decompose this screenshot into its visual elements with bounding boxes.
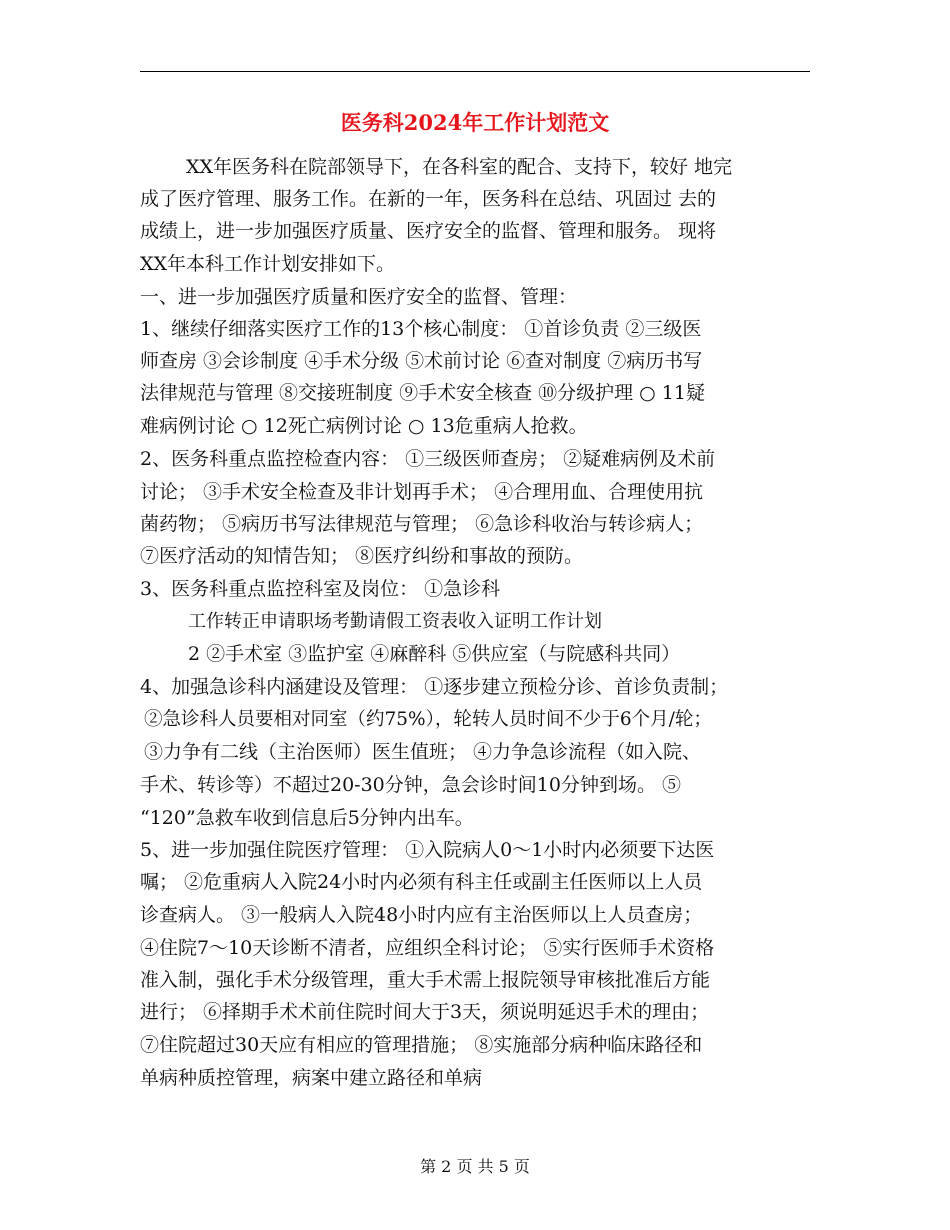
body-line: 1、继续仔细落实医疗工作的13个核心制度： ①首诊负责 ②三级医 [140, 318, 702, 340]
document-title: 医务科2024年工作计划范文 [340, 110, 610, 135]
body-line: 3、医务科重点监控科室及岗位： ①急诊科 [140, 578, 501, 600]
body-line: 嘱； ②危重病人入院24小时内必须有科主任或副主任医师以上人员 [140, 871, 703, 893]
body-line: 手术、转诊等）不超过20-30分钟，急会诊时间10分钟到场。 ⑤ [140, 774, 681, 796]
body-line: 2、医务科重点监控检查内容： ①三级医师查房； ②疑难病例及术前 [140, 448, 716, 470]
body-line: 难病例讨论 ○ 12死亡病例讨论 ○ 13危重病人抢救。 [140, 415, 588, 437]
body-line: 5、进一步加强住院医疗管理： ①入院病人0～1小时内必须要下达医 [140, 839, 715, 861]
body-line: 准入制，强化手术分级管理，重大手术需上报院领导审核批准后方能 [140, 969, 711, 991]
page-number-footer: 第 2 页 共 5 页 [420, 1157, 530, 1176]
body-line: 4、加强急诊科内涵建设及管理： ①逐步建立预检分诊、首诊负责制； [140, 676, 729, 698]
header-rule [140, 71, 810, 72]
body-line: ⑦医疗活动的知情告知； ⑧医疗纠纷和事故的预防。 [140, 545, 584, 567]
section-heading: 一、进一步加强医疗质量和医疗安全的监督、管理： [140, 286, 578, 308]
body-line: ④住院7～10天诊断不清者，应组织全科讨论； ⑤实行医师手术资格 [140, 937, 715, 959]
body-line: 单病种质控管理，病案中建立路径和单病 [140, 1067, 483, 1089]
body-line: ②急诊科人员要相对同室（约75%），轮转人员时间不少于6个月/轮； [144, 709, 712, 730]
body-line: XX年医务科在院部领导下，在各科室的配合、支持下，较好 地完 [186, 156, 733, 178]
body-line: 诊查病人。 ③一般病人入院48小时内应有主治医师以上人员查房； [140, 904, 703, 926]
body-line: 进行； ⑥择期手术术前住院时间大于3天，须说明延迟手术的理由； [140, 1001, 710, 1023]
body-line: 师查房 ③会诊制度 ④手术分级 ⑤术前讨论 ⑥查对制度 ⑦病历书写 [140, 350, 703, 372]
body-line: 成绩上，进一步加强医疗质量、医疗安全的监督、管理和服务。 现将 [140, 220, 717, 242]
body-line: 法律规范与管理 ⑧交接班制度 ⑨手术安全核查 ⑩分级护理 ○ 11疑 [140, 382, 705, 404]
body-line: XX年本科工作计划安排如下。 [140, 253, 396, 275]
body-line: ③力争有二线（主治医师）医生值班； ④力争急诊流程（如入院、 [144, 741, 702, 763]
body-line: “120”急救车收到信息后5分钟内出车。 [140, 807, 474, 829]
body-line: 工作转正申请职场考勤请假工资表收入证明工作计划 [188, 611, 602, 632]
body-line: 菌药物； ⑤病历书写法律规范与管理； ⑥急诊科收治与转诊病人； [140, 513, 704, 535]
body-line: 讨论； ③手术安全检查及非计划再手术； ④合理用血、合理使用抗 [140, 481, 704, 503]
body-line: 成了医疗管理、服务工作。在新的一年，医务科在总结、巩固过 去的 [140, 188, 717, 210]
body-line: ⑦住院超过30天应有相应的管理措施； ⑧实施部分病种临床路径和 [140, 1034, 703, 1056]
body-line: 2 ②手术室 ③监护室 ④麻醉科 ⑤供应室（与院感科共同） [188, 643, 681, 665]
